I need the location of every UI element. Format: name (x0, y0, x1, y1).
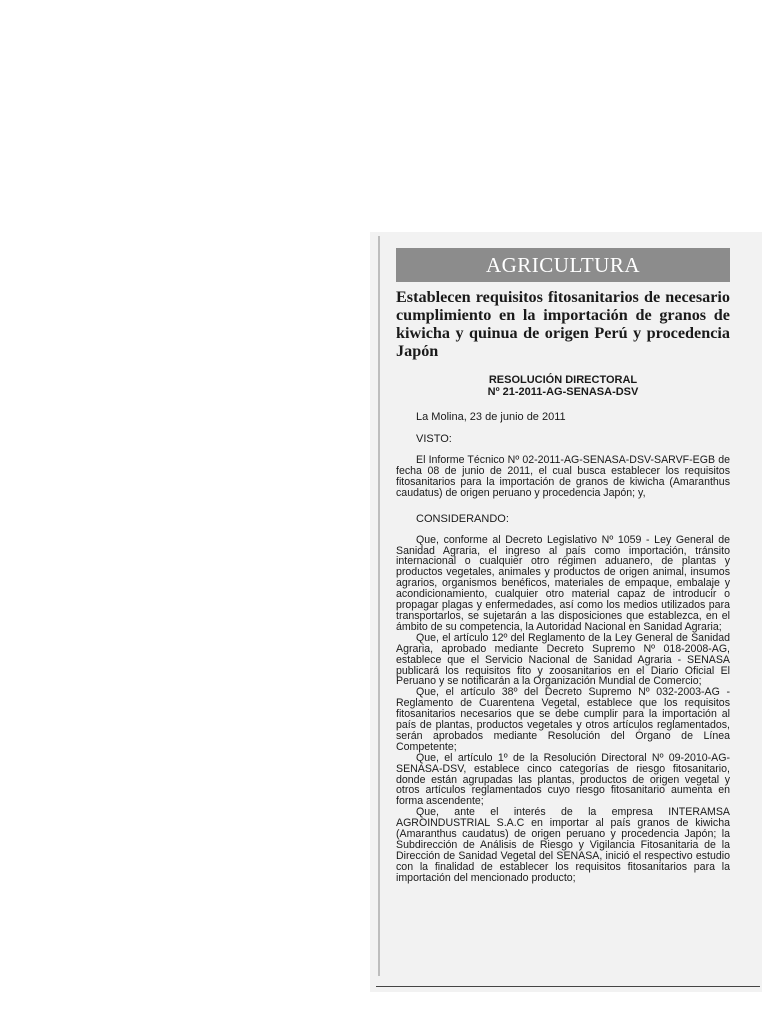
bottom-rule (376, 986, 760, 987)
visto-label: VISTO: (416, 433, 452, 445)
considerando-paragraph-4: Que, el artículo 1º de la Resolución Directoral Nº 09-2010-AG-SENASA-DSV, establece cinco categorías de riesgo fitosanitario, donde están agrupadas las plantas, productos de origen vegetal y otros artículos reglamentados cuyo riesgo fitosanitario aumenta en forma ascendente; (396, 751, 730, 808)
section-banner: AGRICULTURA (396, 248, 730, 282)
resolution-type: RESOLUCIÓN DIRECTORAL (488, 374, 638, 386)
considerando-paragraph-3: Que, el artículo 38º del Decreto Supremo Nº 032-2003-AG - Reglamento de Cuarentena Vegetal, establece que los requisitos fitosanitarios necesarios que se debe cumplir para la importación al país de plantas, productos vegetales y otros artículos reglamentados, serán aprobados mediante Resolución del Órgano de Línea Competente; (396, 686, 730, 753)
resolution-heading (396, 374, 730, 398)
considerando-label: CONSIDERANDO: (416, 512, 509, 525)
issue-date: La Molina, 23 de junio de 2011 (416, 411, 566, 423)
newspaper-column (396, 248, 730, 884)
visto-paragraph: El Informe Técnico Nº 02-2011-AG-SENASA-DSV-SARVF-EGB de fecha 08 de junio de 2011, el cual busca establecer los requisitos fitosanitarios para la importación de granos de kiwicha (Amaranthus caudatus) de origen peruano y procedencia Japón; y, (396, 454, 730, 499)
considerando-paragraph-5: Que, ante el interés de la empresa INTERAMSA AGROINDUSTRIAL S.A.C en importar al país granos de kiwicha (Amaranthus caudatus) de origen peruano y procedencia Japón; la Subdirección de Análisis de Riesgo y Vigilancia Fitosanitaria de la Dirección de Sanidad Vegetal del SENASA, inició el respectivo estudio con la finalidad de establecer los requisitos fitosanitarios para la importación del mencionado producto; (396, 806, 730, 884)
article-title: Establecen requisitos fitosanitarios de necesario cumplimiento en la importación de granos de kiwicha y quinua de origen Perú y procedencia Japón (396, 288, 730, 360)
considerando-paragraph-1: Que, conforme al Decreto Legislativo Nº 1059 - Ley General de Sanidad Agraria, el ingreso al país como importación, tránsito internacional o cualquier otro régimen aduanero, de plantas y productos vegetales, animales y productos de origen animal, insumos agrarios, organismos benéficos, materiales de empaque, embalaje y acondicionamiento, cualquier otro material capaz de introducir o propagar plagas y enfermedades, así como los medios utilizados para transportarlos, se sujetarán a las disposiciones que establezca, en el ámbito de su competencia, la Autoridad Nacional en Sanidad Agraria; (396, 533, 730, 633)
scan-edge-shadow (378, 236, 380, 976)
resolution-number: Nº 21-2011-AG-SENASA-DSV (487, 386, 639, 398)
considerando-paragraph-2: Que, el artículo 12º del Reglamento de la Ley General de Sanidad Agraria, aprobado mediante Decreto Supremo Nº 018-2008-AG, establece que el Servicio Nacional de Sanidad Agraria - SENASA publicará los requisitos fito y zoosanitarios en el Diario Oficial El Peruano y se notificarán a la Organización Mundial de Comercio; (396, 631, 730, 688)
